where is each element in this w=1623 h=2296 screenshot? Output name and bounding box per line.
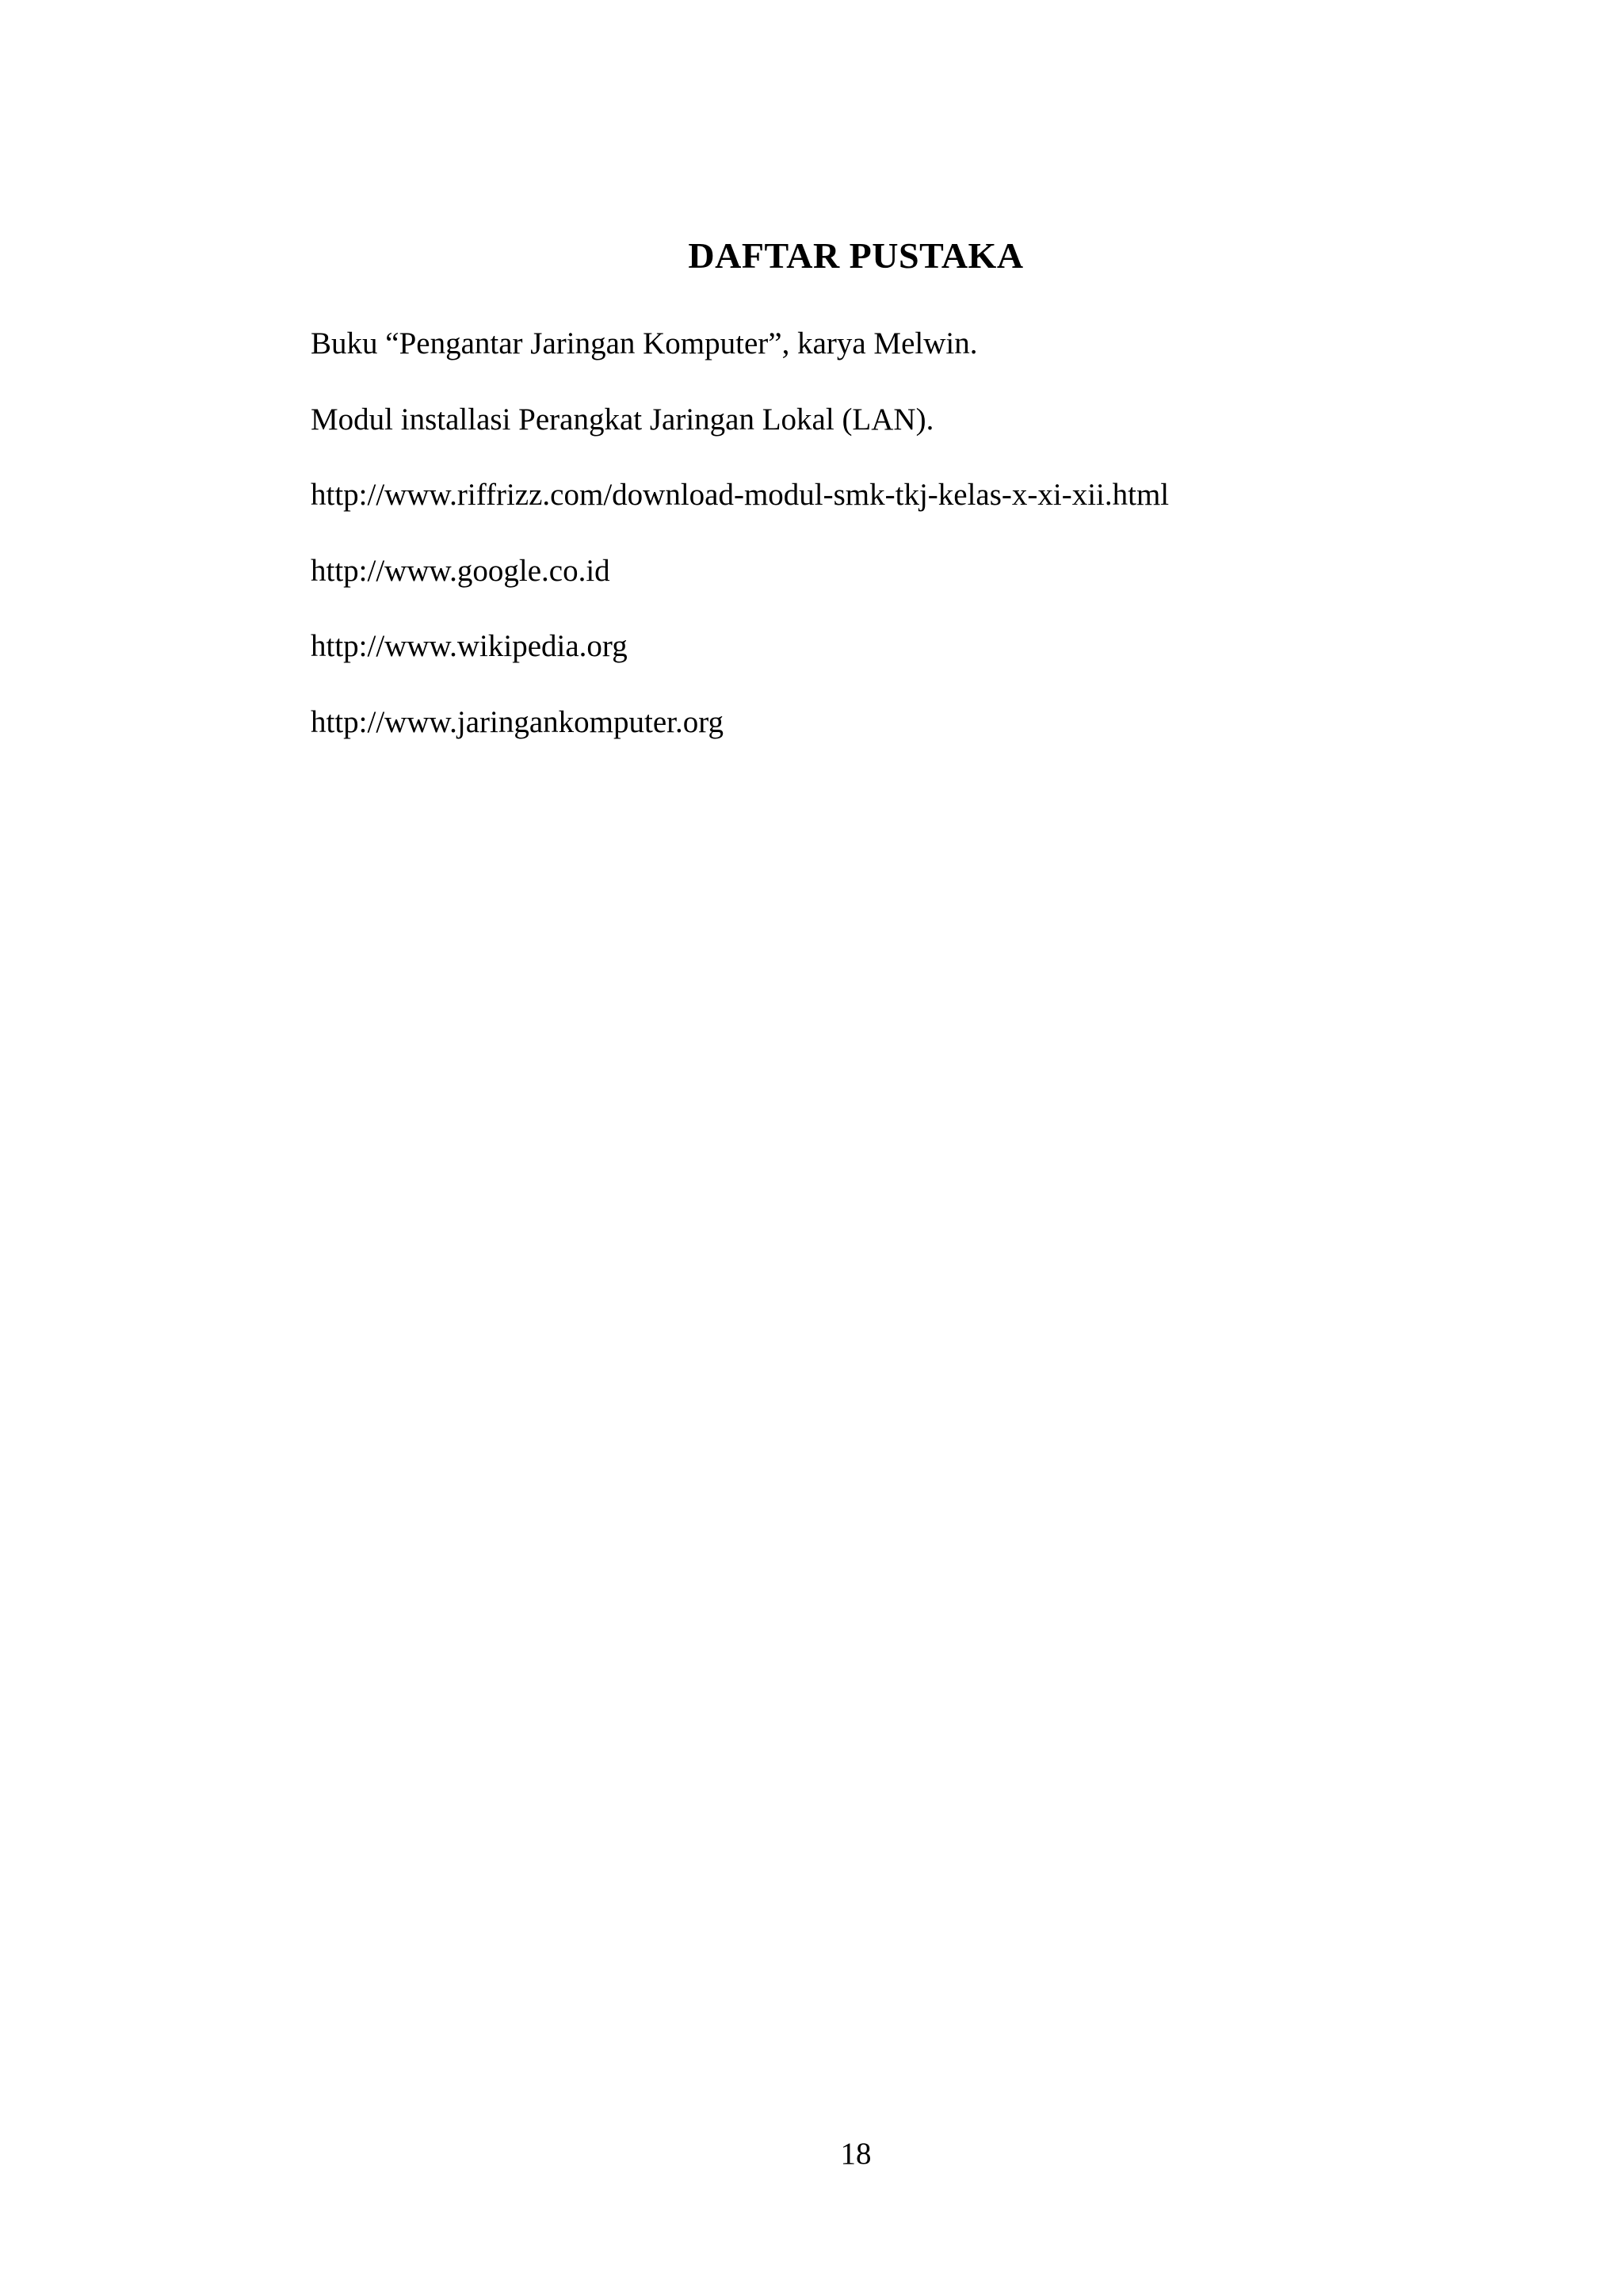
reference-link: http://www.google.co.id [311, 553, 610, 588]
page-number: 18 [840, 2137, 872, 2171]
reference-list [311, 325, 1169, 779]
page-title: DAFTAR PUSTAKA [688, 235, 1024, 276]
reference-item: Buku “Pengantar Jaringan Komputer”, karya Melwin. [311, 326, 978, 360]
reference-link: http://www.wikipedia.org [311, 629, 628, 663]
reference-link: http://www.riffrizz.com/download-modul-smk-tkj-kelas-x-xi-xii.html [311, 478, 1170, 512]
reference-item: Modul installasi Perangkat Jaringan Lokal (LAN). [311, 402, 934, 437]
reference-link: http://www.jaringankomputer.org [311, 704, 724, 739]
